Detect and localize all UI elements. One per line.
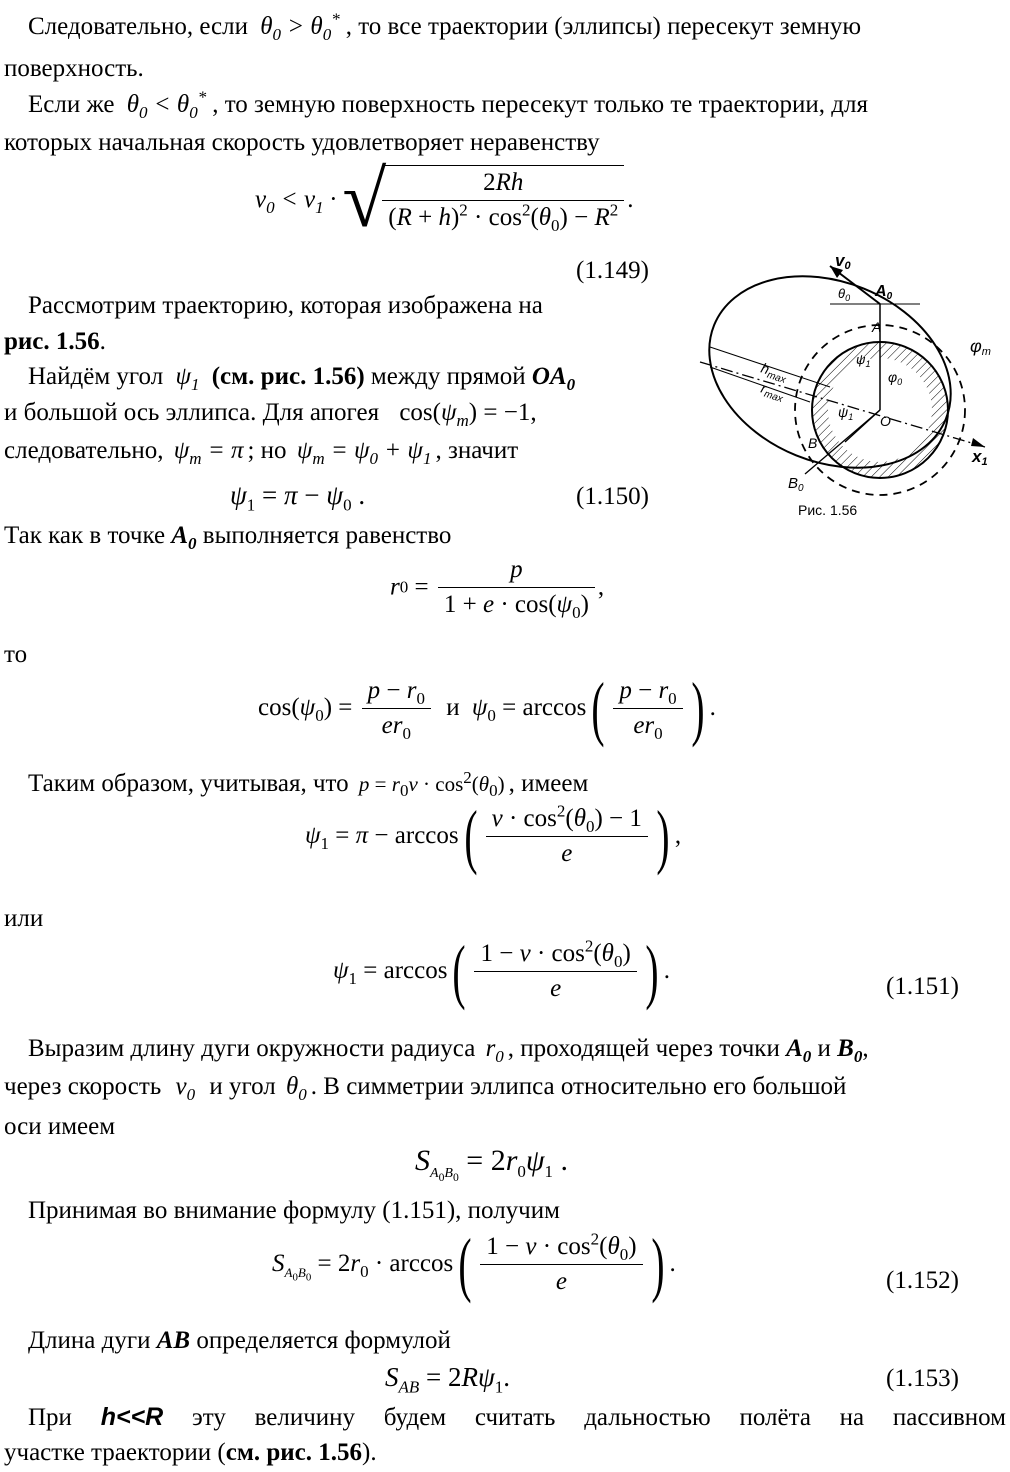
equation-1-149: $v_0 < v_1$ · √ $\frac{2Rh}{(R + h)^2 \cdot \cos^2(\theta_0) - R^2}$ . (255, 156, 634, 244)
label-theta0: $\theta_0$ (838, 286, 851, 303)
figure-1-56 (680, 252, 1000, 522)
equation-psi1-a: $\psi_1 = \pi - \arccos$( $\frac{v \cdot \cos^2(\theta_0) - 1}{e}$ ) , (305, 796, 682, 876)
label-psi0: $\varphi_0$ (888, 369, 903, 387)
paragraph-line: Длина дуги AB определяется формулой (28, 1327, 451, 1354)
equation-r0: r0 = $\frac{p}{1 + e \cdot \cos(\psi_0)}$ , (390, 553, 604, 622)
paragraph-line: оси имеем (4, 1113, 116, 1140)
paragraph-line: рис. 1.56. (4, 328, 106, 355)
paragraph-line: через скорость $v_0$ и угол $\theta_0$ . В симметрии эллипса относительно его большой (4, 1073, 847, 1104)
equation-cos-psi0: $\cos(\psi_0)$ = $\frac{p - r_0}{er_0}$ и $\psi_0 = \arccos$( $\frac{p - r_0}{er_0}$ ) . (258, 668, 716, 748)
paragraph-line: и большой ось эллипса. Для апогея $\cos(\psi_m) = -1$, (4, 399, 537, 430)
label-psi1: $\psi_1$ (838, 404, 854, 422)
label-hmax: $h_{max}$ (759, 359, 787, 386)
equation-number: (1.149) (576, 257, 649, 284)
label-o: O (880, 413, 891, 429)
paragraph-line: поверхность. (4, 55, 144, 82)
paragraph-line: Следовательно, если $\theta_0 > \theta_0^*$ , то все траектории (эллипсы) пересекут земную (28, 9, 862, 44)
equation-arc-a0b0: $S_{A_0B_0} = 2r_0\psi_1$ . (415, 1144, 569, 1184)
paragraph-line: При h<<R эту величину будем считать дальностью полёта на пассивном (28, 1403, 1006, 1431)
label-a: A (872, 319, 882, 335)
paragraph-line: Если же $\theta_0 < \theta_0^*$ , то земную поверхность пересекут только те траектории, для (28, 87, 868, 122)
paragraph-line: то (4, 641, 28, 668)
label-psim: φm (970, 336, 991, 358)
equation-1-151: $\psi_1 = \arccos$( $\frac{1 - v \cdot \cos^2(\theta_0)}{e}$ ) . (333, 931, 671, 1011)
equation-number: (1.153) (886, 1365, 959, 1392)
paragraph-line: Найдём угол $\psi_1$ (см. рис. 1.56) между прямой $OA_0$ (28, 363, 576, 394)
label-x1: x1 (972, 447, 988, 468)
paragraph-line: Рассмотрим траекторию, которая изображена на (28, 292, 543, 319)
equation-1-153: $S_{AB} = 2R\psi_1$. (385, 1362, 511, 1397)
label-rmax: $r_{max}$ (759, 379, 784, 405)
paragraph-line: Таким образом, учитывая, что $p = r_0v \cdot \cos^2(\theta_0)$ , имеем (28, 768, 589, 801)
paragraph-line: следовательно, $\psi_m = \pi$ ; но $\psi_m = \psi_0 + \psi_1$ , значит (4, 437, 519, 468)
figure-caption: Рис. 1.56 (798, 502, 858, 518)
paragraph-line: Выразим длину дуги окружности радиуса $r_0$ , проходящей через точки $A_0$ и $B_0$, (28, 1035, 869, 1066)
paragraph-line: которых начальная скорость удовлетворяет неравенству (4, 129, 600, 156)
equation-number: (1.151) (886, 973, 959, 1000)
label-v0: v0 (835, 252, 851, 272)
label-b0: $B_0$ (788, 475, 804, 494)
label-psi1-top: $\psi_1$ (856, 352, 871, 369)
equation-1-152: $S_{A_0B_0} = 2r_0 \cdot \arccos$( $\frac{1 - v \cdot \cos^2(\theta_0)}{e}$ ) . (272, 1224, 676, 1304)
equation-number: (1.152) (886, 1267, 959, 1294)
equation-number: (1.150) (576, 483, 649, 510)
paragraph-line: Принимая во внимание формулу (1.151), получим (28, 1197, 560, 1224)
paragraph-line: или (4, 905, 44, 932)
paragraph-line: участке траектории (см. рис. 1.56). (4, 1439, 377, 1466)
paragraph-line: Так как в точке $A_0$ выполняется равенство (4, 522, 452, 553)
equation-1-150: $\psi_1 = \pi - \psi_0$ . (230, 480, 366, 515)
label-a0: A0 (875, 283, 893, 302)
label-b: B (808, 435, 818, 451)
